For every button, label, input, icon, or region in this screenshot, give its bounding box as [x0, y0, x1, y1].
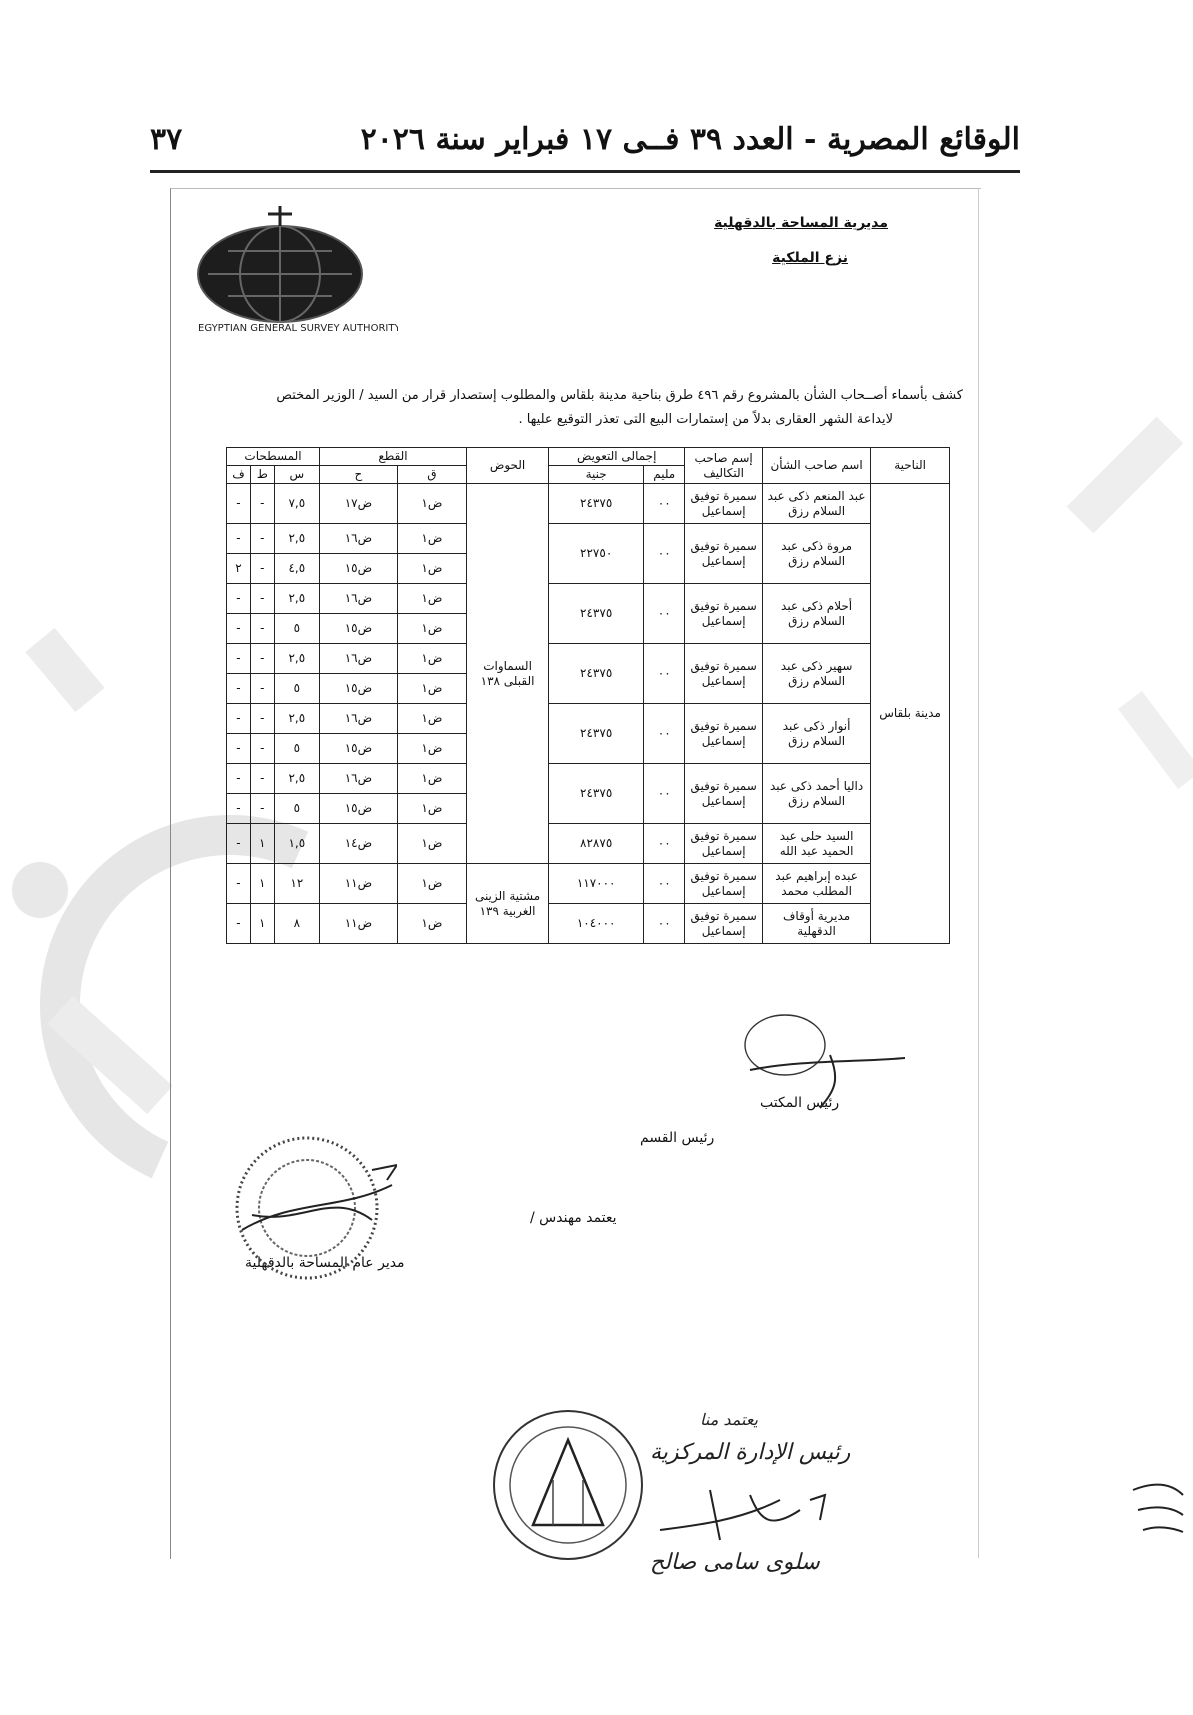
globe-logo-icon — [188, 196, 398, 346]
area-t-cell: ١ — [250, 904, 274, 944]
central-admin-approval: يعتمد منا — [700, 1410, 759, 1429]
area-t-cell: - — [250, 554, 274, 584]
area-f-cell: - — [227, 764, 251, 794]
central-admin-title: رئيس الإدارة المركزية — [650, 1440, 851, 1465]
holder-cell: سميرة توفيق إسماعيل — [685, 484, 763, 524]
ownership-table — [226, 447, 950, 944]
millim-cell: ٠٠ — [644, 704, 685, 764]
holder-cell: سميرة توفيق إسماعيل — [685, 524, 763, 584]
table-body — [227, 484, 950, 944]
col-pound: جنية — [549, 466, 644, 484]
owner-cell: سهير ذكى عبد السلام رزق — [763, 644, 871, 704]
parcel-q-cell: ض١ — [397, 644, 466, 674]
area-s-cell: ٢,٥ — [274, 764, 319, 794]
area-t-cell: - — [250, 484, 274, 524]
area-s-cell: ٧,٥ — [274, 484, 319, 524]
area-f-cell: - — [227, 734, 251, 764]
area-f-cell: - — [227, 614, 251, 644]
pound-cell: ٢٤٣٧٥ — [549, 644, 644, 704]
pound-cell: ٢٤٣٧٥ — [549, 484, 644, 524]
area-f-cell: - — [227, 794, 251, 824]
pound-cell: ٢٢٧٥٠ — [549, 524, 644, 584]
parcel-h-cell: ض١١ — [320, 864, 398, 904]
col-basin: الحوض — [466, 448, 548, 484]
owner-cell: داليا أحمد ذكى عبد السلام رزق — [763, 764, 871, 824]
parcel-h-cell: ض١٥ — [320, 614, 398, 644]
pound-cell: ٢٤٣٧٥ — [549, 704, 644, 764]
central-admin-signature — [650, 1480, 850, 1550]
office-head-label: رئيس المكتب — [760, 1095, 840, 1111]
area-f-cell: - — [227, 644, 251, 674]
round-stamp-icon — [222, 1130, 397, 1285]
survey-authority-logo — [188, 196, 398, 346]
table-row — [227, 864, 950, 904]
millim-cell: ٠٠ — [644, 864, 685, 904]
area-f-cell: - — [227, 524, 251, 554]
general-manager-label: مدير عام المساحة بالدقهلية — [245, 1255, 405, 1271]
area-t-cell: - — [250, 704, 274, 734]
area-f-cell: - — [227, 864, 251, 904]
area-t-cell: ١ — [250, 864, 274, 904]
area-f-cell: - — [227, 484, 251, 524]
holder-cell: سميرة توفيق إسماعيل — [685, 864, 763, 904]
margin-signature — [1128, 1470, 1188, 1550]
parcel-q-cell: ض١ — [397, 484, 466, 524]
sheet-edge — [978, 188, 979, 1558]
area-s-cell: ٨ — [274, 904, 319, 944]
col-district: الناحية — [871, 448, 950, 484]
owner-cell: مديرية أوقاف الدقهلية — [763, 904, 871, 944]
holder-cell: سميرة توفيق إسماعيل — [685, 704, 763, 764]
gazette-title: الوقائع المصرية - العدد ٣٩ فــى ١٧ فبراير سنة ٢٠٢٦ — [360, 122, 1020, 157]
col-total-compensation: إجمالى التعويض — [549, 448, 685, 466]
parcel-q-cell: ض١ — [397, 864, 466, 904]
area-f-cell: - — [227, 584, 251, 614]
parcel-h-cell: ض١٦ — [320, 524, 398, 554]
parcel-q-cell: ض١ — [397, 674, 466, 704]
pound-cell: ٢٤٣٧٥ — [549, 764, 644, 824]
area-t-cell: - — [250, 584, 274, 614]
area-s-cell: ٥ — [274, 674, 319, 704]
parcel-q-cell: ض١ — [397, 794, 466, 824]
area-t-cell: - — [250, 644, 274, 674]
holder-cell: سميرة توفيق إسماعيل — [685, 824, 763, 864]
parcel-q-cell: ض١ — [397, 704, 466, 734]
col-area-s: س — [274, 466, 319, 484]
area-s-cell: ٥ — [274, 734, 319, 764]
table-row — [227, 764, 950, 794]
area-t-cell: ١ — [250, 824, 274, 864]
millim-cell: ٠٠ — [644, 524, 685, 584]
col-owner: اسم صاحب الشأن — [763, 448, 871, 484]
table-row — [227, 904, 950, 944]
parcel-q-cell: ض١ — [397, 734, 466, 764]
parcel-h-cell: ض١٦ — [320, 764, 398, 794]
table-row — [227, 644, 950, 674]
area-f-cell: ٢ — [227, 554, 251, 584]
triangle-seal-icon — [488, 1405, 648, 1565]
table-row — [227, 524, 950, 554]
area-s-cell: ٢,٥ — [274, 644, 319, 674]
owner-cell: عبد المنعم ذكى عبد السلام رزق — [763, 484, 871, 524]
basin-cell: مشتية الزينى الغربية ١٣٩ — [466, 864, 548, 944]
parcel-h-cell: ض١٦ — [320, 584, 398, 614]
col-area-f: ف — [227, 466, 251, 484]
pound-cell: ١٠٤٠٠٠ — [549, 904, 644, 944]
parcel-q-cell: ض١ — [397, 904, 466, 944]
parcel-h-cell: ض١٥ — [320, 554, 398, 584]
parcel-q-cell: ض١ — [397, 764, 466, 794]
col-areas: المسطحات — [227, 448, 320, 466]
area-s-cell: ٢,٥ — [274, 524, 319, 554]
area-s-cell: ١٢ — [274, 864, 319, 904]
section-head-label: رئيس القسم — [640, 1130, 715, 1146]
holder-cell: سميرة توفيق إسماعيل — [685, 764, 763, 824]
area-t-cell: - — [250, 524, 274, 554]
district-cell: مدينة بلقاس — [871, 484, 950, 944]
area-f-cell: - — [227, 904, 251, 944]
pound-cell: ٨٢٨٧٥ — [549, 824, 644, 864]
owner-cell: أحلام ذكى عبد السلام رزق — [763, 584, 871, 644]
department-name: نزع الملكية — [772, 250, 848, 266]
table-row — [227, 584, 950, 614]
holder-cell: سميرة توفيق إسماعيل — [685, 584, 763, 644]
parcel-h-cell: ض١٦ — [320, 644, 398, 674]
office-head-signature — [740, 1000, 910, 1110]
parcel-h-cell: ض١٥ — [320, 674, 398, 704]
area-t-cell: - — [250, 734, 274, 764]
table-row — [227, 484, 950, 524]
area-f-cell: - — [227, 704, 251, 734]
millim-cell: ٠٠ — [644, 824, 685, 864]
area-f-cell: - — [227, 674, 251, 704]
intro-line-2: لايداعة الشهر العقارى بدلاً من إستمارات البيع التى تعذر التوقيع عليها . — [518, 412, 893, 427]
page-number: ٣٧ — [150, 122, 183, 157]
holder-cell: سميرة توفيق إسماعيل — [685, 644, 763, 704]
directorate-name: مديرية المساحة بالدقهلية — [714, 215, 888, 231]
millim-cell: ٠٠ — [644, 584, 685, 644]
area-t-cell: - — [250, 794, 274, 824]
parcel-h-cell: ض١١ — [320, 904, 398, 944]
area-s-cell: ٥ — [274, 614, 319, 644]
col-parcel-h: ح — [320, 466, 398, 484]
owner-cell: أنوار ذكى عبد السلام رزق — [763, 704, 871, 764]
area-s-cell: ٢,٥ — [274, 704, 319, 734]
owner-cell: السيد حلى عبد الحميد عبد الله — [763, 824, 871, 864]
parcel-h-cell: ض١٤ — [320, 824, 398, 864]
parcel-q-cell: ض١ — [397, 584, 466, 614]
signer-name: سلوى سامى صالح — [650, 1550, 820, 1575]
parcel-q-cell: ض١ — [397, 824, 466, 864]
basin-cell: السماوات القبلى ١٣٨ — [466, 484, 548, 864]
col-parcel-q: ق — [397, 466, 466, 484]
col-costs-holder: إسم صاحب التكاليف — [685, 448, 763, 484]
holder-cell: سميرة توفيق إسماعيل — [685, 904, 763, 944]
parcel-q-cell: ض١ — [397, 554, 466, 584]
pound-cell: ٢٤٣٧٥ — [549, 584, 644, 644]
owner-cell: مروة ذكى عبد السلام رزق — [763, 524, 871, 584]
area-s-cell: ١,٥ — [274, 824, 319, 864]
parcel-h-cell: ض١٥ — [320, 734, 398, 764]
millim-cell: ٠٠ — [644, 904, 685, 944]
millim-cell: ٠٠ — [644, 764, 685, 824]
parcel-q-cell: ض١ — [397, 524, 466, 554]
table-row — [227, 824, 950, 864]
parcel-h-cell: ض١٧ — [320, 484, 398, 524]
area-t-cell: - — [250, 674, 274, 704]
area-s-cell: ٤,٥ — [274, 554, 319, 584]
area-t-cell: - — [250, 614, 274, 644]
parcel-h-cell: ض١٦ — [320, 704, 398, 734]
pound-cell: ١١٧٠٠٠ — [549, 864, 644, 904]
owner-cell: عبده إبراهيم عبد المطلب محمد — [763, 864, 871, 904]
intro-line-1: كشف بأسماء أصــحاب الشأن بالمشروع رقم ٤٩٦ طرق بناحية مدينة بلقاس والمطلوب إستصدار قرار من السيد / الوزير المختص — [276, 388, 963, 403]
area-s-cell: ٢,٥ — [274, 584, 319, 614]
parcel-h-cell: ض١٥ — [320, 794, 398, 824]
area-f-cell: - — [227, 824, 251, 864]
millim-cell: ٠٠ — [644, 644, 685, 704]
col-area-t: ط — [250, 466, 274, 484]
logo-text: EGYPTIAN GENERAL SURVEY AUTHORITY — [198, 323, 398, 334]
col-millim: مليم — [644, 466, 685, 484]
parcel-q-cell: ض١ — [397, 614, 466, 644]
table-row — [227, 704, 950, 734]
area-t-cell: - — [250, 764, 274, 794]
col-parcel: القطع — [320, 448, 467, 466]
millim-cell: ٠٠ — [644, 484, 685, 524]
area-s-cell: ٥ — [274, 794, 319, 824]
approved-engineer-label: يعتمد مهندس / — [530, 1210, 617, 1226]
